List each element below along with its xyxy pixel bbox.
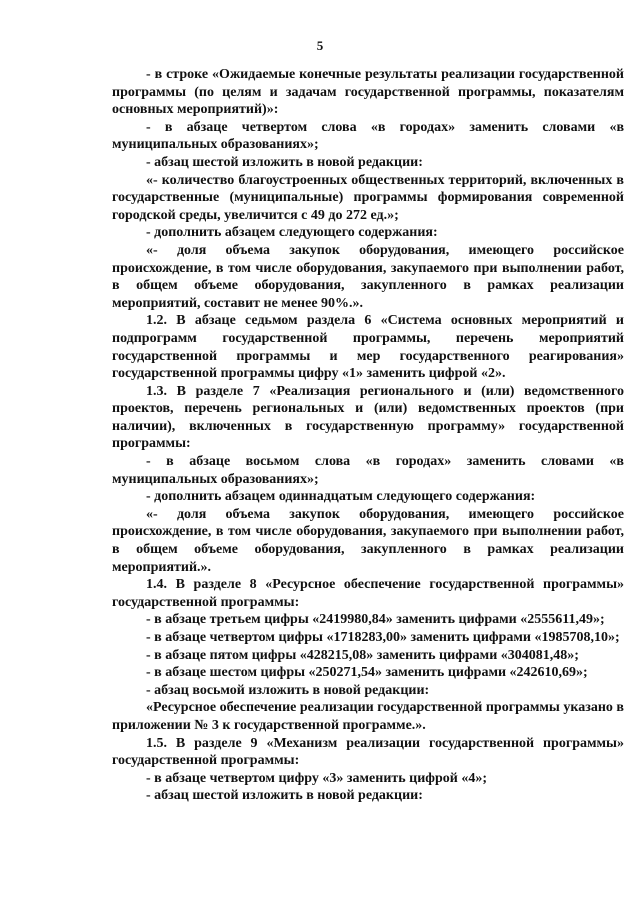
paragraph: 1.2. В абзаце седьмом раздела 6 «Система основных мероприятий и подпрограмм государственной программы, перечень мероприятий государственной программы и мер государственного реагирования» государственной программы цифру «1» заменить цифрой «2». <box>112 313 624 382</box>
paragraph: - в абзаце четвертом слова «в городах» заменить словами «в муниципальных образованиях»; <box>112 119 624 153</box>
page-number: 5 <box>316 38 324 53</box>
paragraph: - дополнить абзацем одиннадцатым следующего содержания: <box>146 489 536 505</box>
paragraph: - абзац восьмой изложить в новой редакции: <box>146 682 430 698</box>
paragraph: 1.3. В разделе 7 «Реализация регионального и (или) ведомственного проектов, перечень региональных и (или) ведомственных проектов (при наличии), включенных в государственную программу» государственной программы: <box>112 383 624 452</box>
paragraph: - в абзаце четвертом цифру «3» заменить цифрой «4»; <box>146 770 487 786</box>
paragraph: - абзац шестой изложить в новой редакции: <box>146 788 423 804</box>
paragraph: - в абзаце пятом цифры «428215,08» заменить цифрами «304081,48»; <box>146 647 579 663</box>
paragraph: - в абзаце восьмом слова «в городах» заменить словами «в муниципальных образованиях»; <box>112 454 624 487</box>
paragraph: - в абзаце четвертом цифры «1718283,00» заменить цифрами «1985708,10»; <box>146 630 620 645</box>
paragraph: «- доля объема закупок оборудования, имеющего российское происхождение, в том числе оборудования, закупаемого при выполнении работ, в общем объеме оборудования, закупленного в рамках реализации мероприятий, составит не менее 90%.». <box>112 242 624 311</box>
paragraph: 1.4. В разделе 8 «Ресурсное обеспечение государственной программы» государственной программы: <box>112 577 624 610</box>
paragraph: 1.5. В разделе 9 «Механизм реализации государственной программы» государственной программы: <box>112 735 624 769</box>
paragraph: «Ресурсное обеспечение реализации государственной программы указано в приложении № 3 к государственной программе.». <box>112 700 624 733</box>
paragraph: «- количество благоустроенных общественных территорий, включенных в государственные (муниципальные) программы формирования современной городской среды, увеличится с 49 до 272 ед.»; <box>112 172 624 223</box>
paragraph: - дополнить абзацем следующего содержания: <box>146 225 438 241</box>
paragraph: «- доля объема закупок оборудования, имеющего российское происхождение, в том числе оборудования, закупаемого при выполнении работ, в общем объеме оборудования, закупленного в рамках реализации мероприятий.». <box>112 506 624 575</box>
paragraph: - абзац шестой изложить в новой редакции: <box>146 154 423 170</box>
paragraph: - в абзаце шестом цифры «250271,54» заменить цифрами «242610,69»; <box>146 665 588 681</box>
document-body <box>112 66 624 805</box>
paragraph: - в абзаце третьем цифры «2419980,84» заменить цифрами «2555611,49»; <box>146 612 605 628</box>
paragraph: - в строке «Ожидаемые конечные результаты реализации государственной программы (по целям и задачам государственной программы, показателям основных мероприятий)»: <box>112 67 624 118</box>
